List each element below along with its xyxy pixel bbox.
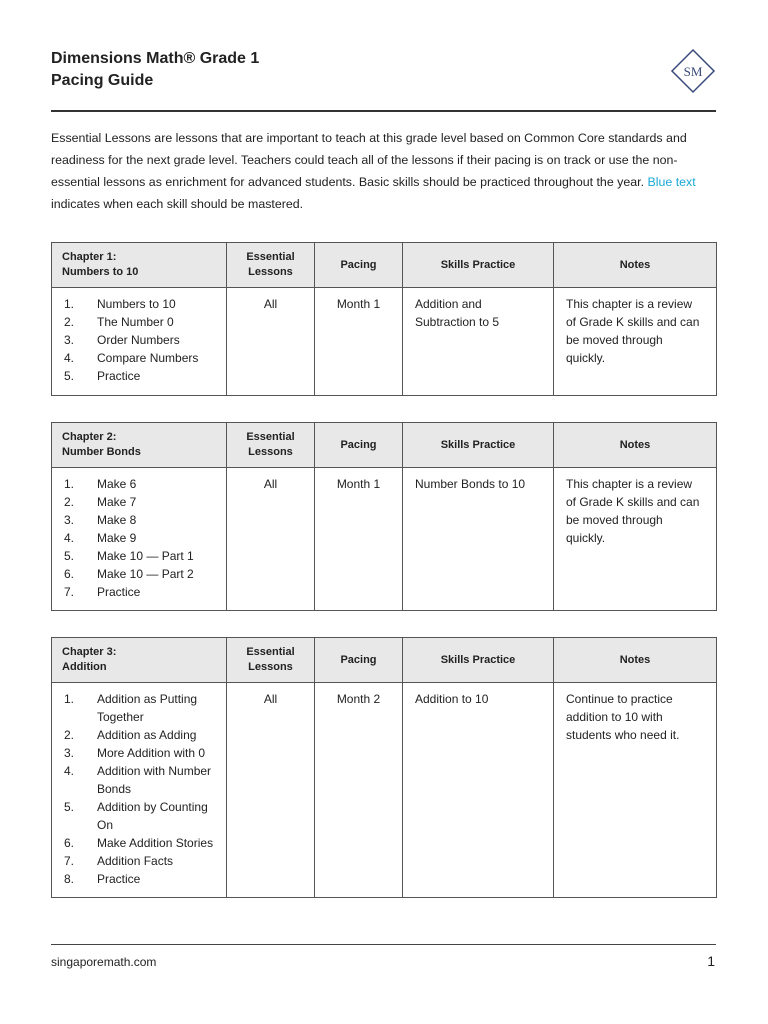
page-number: 1 [707, 953, 715, 969]
pacing-cell: Month 2 [315, 683, 403, 898]
list-item: 1. Addition as Putting Together [64, 692, 198, 724]
intro-paragraph [51, 127, 721, 215]
col-pacing: Pacing [315, 423, 403, 468]
col-skills: Skills Practice [403, 423, 554, 468]
chapter-3-table [51, 637, 717, 898]
pacing-cell: Month 1 [315, 288, 403, 396]
col-notes: Notes [554, 638, 717, 683]
essential-cell: All [227, 468, 315, 611]
logo-text: SM [683, 64, 703, 79]
page-header [51, 48, 716, 112]
intro-blue-text: Blue text [647, 175, 696, 189]
list-item: 7. Practice [64, 585, 141, 599]
chapter-2-table [51, 422, 717, 611]
lessons-cell [52, 288, 227, 396]
skills-cell: Addition to 10 [403, 683, 554, 898]
lesson-list [64, 475, 214, 601]
chapter-label: Chapter 3: Addition [52, 638, 227, 683]
list-item: 3. Order Numbers [64, 333, 180, 347]
intro-text-end: indicates when each skill should be mastered. [51, 197, 304, 211]
page-title: Dimensions Math® Grade 1 [51, 50, 260, 67]
list-item: 5. Practice [64, 369, 141, 383]
chapter-label: Chapter 2: Number Bonds [52, 423, 227, 468]
footer-divider [51, 944, 716, 945]
list-item: 1. Make 6 [64, 477, 137, 491]
essential-cell: All [227, 683, 315, 898]
list-item: 7. Addition Facts [64, 854, 174, 868]
table-header-row [52, 243, 717, 288]
table-header-row [52, 423, 717, 468]
col-essential: Essential Lessons [227, 243, 315, 288]
lesson-list [64, 690, 214, 888]
table-header-row [52, 638, 717, 683]
table-row [52, 468, 717, 611]
header-divider [51, 110, 716, 112]
table-row [52, 288, 717, 396]
list-item: 5. Make 10 — Part 1 [64, 549, 194, 563]
chapter-label: Chapter 1: Numbers to 10 [52, 243, 227, 288]
col-pacing: Pacing [315, 243, 403, 288]
col-notes: Notes [554, 243, 717, 288]
notes-cell: This chapter is a review of Grade K skills and can be moved through quickly. [554, 468, 717, 611]
list-item: 2. The Number 0 [64, 315, 174, 329]
list-item: 3. Make 8 [64, 513, 137, 527]
page-subtitle: Pacing Guide [51, 72, 154, 89]
notes-cell: Continue to practice addition to 10 with students who need it. [554, 683, 717, 898]
lessons-cell [52, 468, 227, 611]
essential-cell: All [227, 288, 315, 396]
list-item: 6. Make 10 — Part 2 [64, 567, 194, 581]
col-essential: Essential Lessons [227, 423, 315, 468]
col-skills: Skills Practice [403, 243, 554, 288]
skills-cell: Number Bonds to 10 [403, 468, 554, 611]
col-notes: Notes [554, 423, 717, 468]
chapter-1-table [51, 242, 717, 396]
skills-cell: Addition and Subtraction to 5 [403, 288, 554, 396]
col-pacing: Pacing [315, 638, 403, 683]
pacing-cell: Month 1 [315, 468, 403, 611]
col-essential: Essential Lessons [227, 638, 315, 683]
list-item: 3. More Addition with 0 [64, 746, 206, 760]
list-item: 2. Addition as Adding [64, 728, 197, 742]
list-item: 4. Addition with Number Bonds [64, 764, 212, 796]
sm-logo [670, 48, 716, 94]
col-skills: Skills Practice [403, 638, 554, 683]
list-item: 4. Make 9 [64, 531, 137, 545]
notes-cell: This chapter is a review of Grade K skills and can be moved through quickly. [554, 288, 717, 396]
intro-text: Essential Lessons are lessons that are important to teach at this grade level based on Common Core standards and readiness for the next grade level. Teachers could teach all of the lessons if their pacing is on track or use the non-essential lessons as enrichment for advanced students. Basic skills should be practiced throughout the year. [51, 131, 687, 189]
lesson-list [64, 295, 214, 385]
footer-site-link[interactable]: singaporemath.com [51, 955, 157, 969]
list-item: 2. Make 7 [64, 495, 137, 509]
list-item: 4. Compare Numbers [64, 351, 199, 365]
table-row [52, 683, 717, 898]
list-item: 5. Addition by Counting On [64, 800, 208, 832]
lessons-cell [52, 683, 227, 898]
list-item: 6. Make Addition Stories [64, 836, 214, 850]
list-item: 8. Practice [64, 872, 141, 886]
list-item: 1. Numbers to 10 [64, 297, 176, 311]
